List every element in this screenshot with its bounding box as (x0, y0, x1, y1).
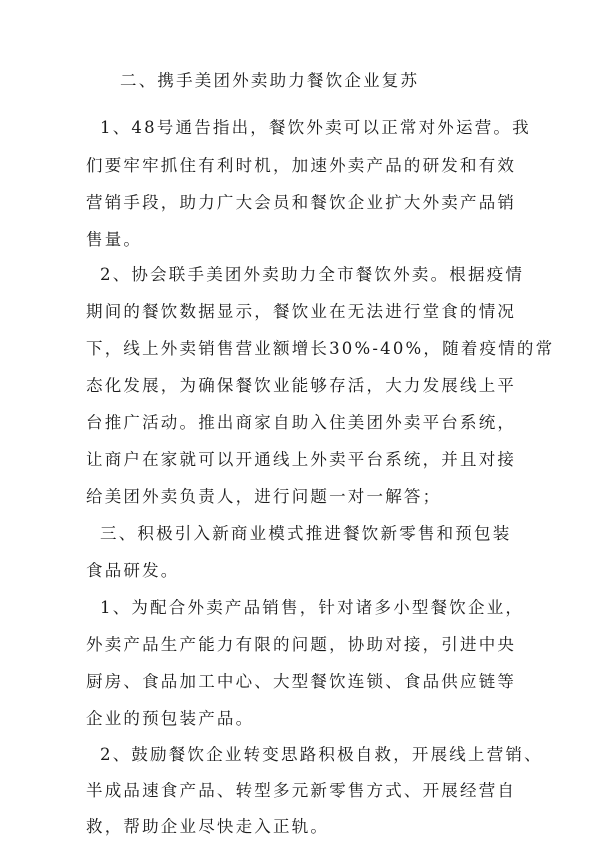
paragraph-line: 2、鼓励餐饮企业转变思路积极自救，开展线上营销、 (100, 745, 543, 764)
paragraph-line: 1、48号通告指出，餐饮外卖可以正常对外运营。我 (100, 118, 531, 137)
paragraph-line: 企业的预包装产品。 (86, 709, 255, 728)
paragraph-line: 售量。 (86, 230, 143, 249)
section-heading-2: 二、携手美团外卖助力餐饮企业复苏 (120, 71, 420, 90)
paragraph-line: 外卖产品生产能力有限的问题，协助对接，引进中央 (86, 635, 517, 654)
paragraph-line: 让商户在家就可以开通线上外卖平台系统，并且对接 (86, 450, 517, 469)
paragraph-line: 下，线上外卖销售营业额增长30%-40%，随着疫情的常 (86, 339, 555, 358)
paragraph-line: 救，帮助企业尽快走入正轨。 (86, 817, 330, 836)
paragraph-line: 厨房、食品加工中心、大型餐饮连锁、食品供应链等 (86, 672, 517, 691)
section-heading-3-cont: 食品研发。 (86, 561, 180, 580)
paragraph-line: 态化发展，为确保餐饮业能够存活，大力发展线上平 (86, 376, 517, 395)
paragraph-line: 台推广活动。推出商家自助入住美团外卖平台系统， (86, 413, 517, 432)
paragraph-line: 营销手段，助力广大会员和餐饮企业扩大外卖产品销 (86, 193, 517, 212)
paragraph-line: 给美团外卖负责人，进行问题一对一解答； (86, 487, 442, 506)
paragraph-line: 们要牢牢抓住有利时机，加速外卖产品的研发和有效 (86, 156, 517, 175)
paragraph-line: 1、为配合外卖产品销售，针对诸多小型餐饮企业， (100, 598, 525, 617)
section-heading-3: 三、积极引入新商业模式推进餐饮新零售和预包装 (100, 524, 512, 543)
paragraph-line: 期间的餐饮数据显示，餐饮业在无法进行堂食的情况 (86, 302, 517, 321)
paragraph-line: 2、协会联手美团外卖助力全市餐饮外卖。根据疫情 (100, 265, 525, 284)
paragraph-line: 半成品速食产品、转型多元新零售方式、开展经营自 (86, 781, 517, 800)
